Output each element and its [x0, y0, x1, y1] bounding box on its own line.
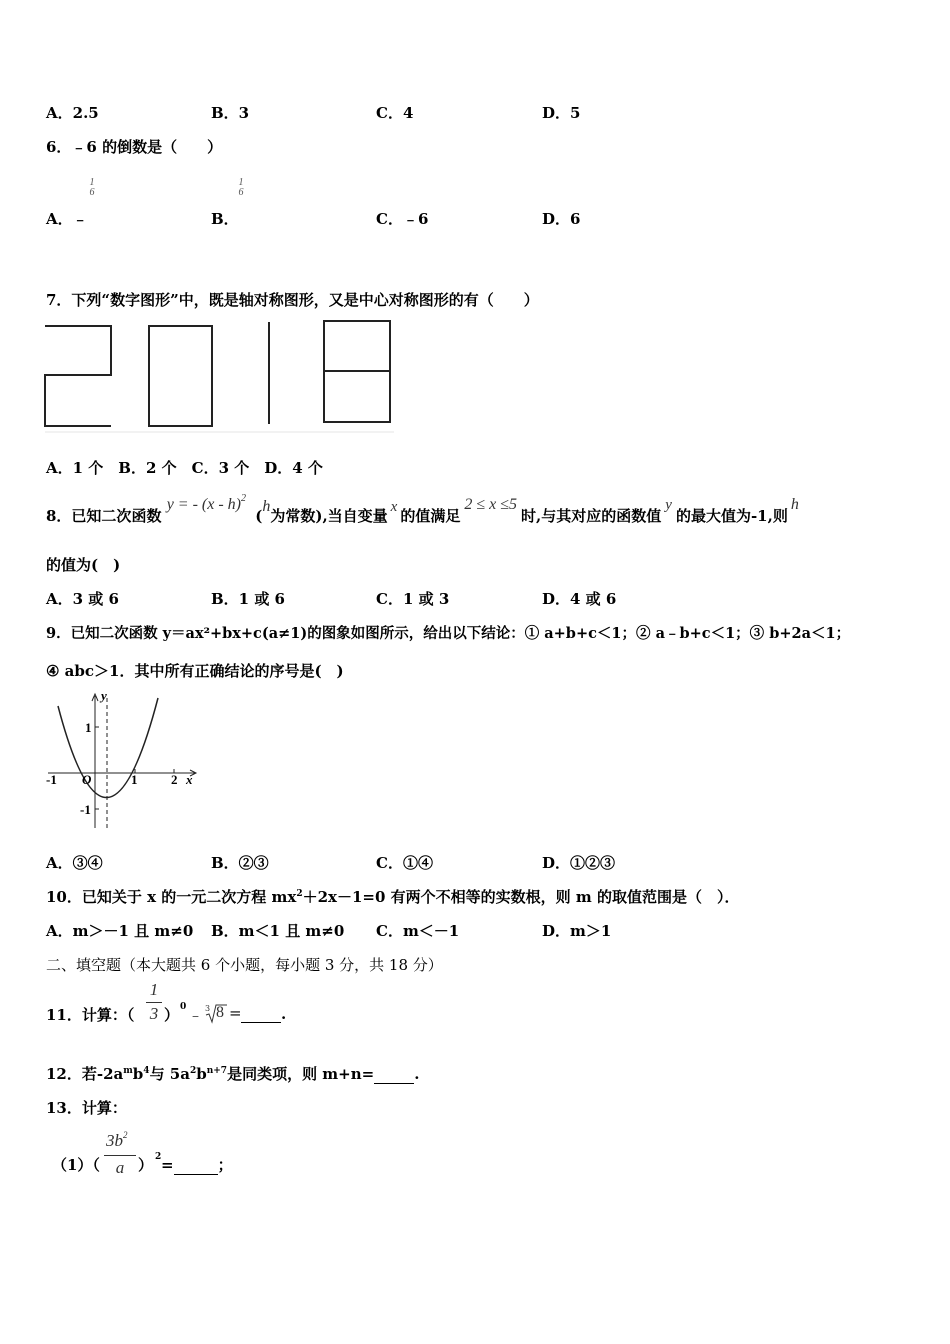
q8-formula: y = - (x - h): [166, 496, 241, 513]
q12-part-a: 12．若-2a: [46, 1065, 124, 1083]
q11-eq: =: [229, 1004, 242, 1022]
q13-frac-num-sup: 2: [123, 1130, 128, 1140]
q9-line1: 9．已知二次函数 y＝ax²+bx+c(a≠1)的图象如图所示，给出以下结论：① a+b+c＜1；② a﹣b+c＜1；③ b+2a＜1；: [46, 625, 851, 642]
q6-b-frac-den: 6: [238, 187, 244, 198]
graph-x-label: x: [186, 772, 193, 787]
q7-stem: 7．下列“数字图形”中，既是轴对称图形，又是中心对称图形的有（ ）: [46, 291, 539, 309]
q12-part-c: 与 5a: [149, 1065, 190, 1083]
q11-frac-den: 3: [149, 1004, 159, 1023]
graph-tick-y-neg1: -1: [80, 802, 91, 817]
q11-frac-num: 1: [149, 980, 159, 999]
q5-option-a: A．2.5: [46, 104, 99, 122]
q12-sup2: 4: [143, 1066, 150, 1076]
q13-sub1-label: （1）（: [52, 1156, 100, 1174]
q13-frac-bar: [104, 1155, 136, 1156]
q12-sup1: m: [123, 1066, 133, 1076]
q6-a-frac-den: 6: [89, 187, 95, 198]
q8-option-c: C．1 或 3: [376, 590, 450, 608]
digit-0-shape: [149, 326, 212, 426]
q12-part-d: b: [196, 1065, 207, 1083]
graph-tick-x-2: 2: [171, 772, 178, 787]
q8-num: 8．已知二次函数: [46, 507, 162, 525]
q9-line2: ④ abc＞1．其中所有正确结论的序号是( ): [46, 662, 344, 680]
q7-digit-figures: [44, 318, 396, 434]
graph-y-label: y: [101, 688, 107, 703]
digit-2-shape: [45, 326, 111, 426]
q12-end: .: [414, 1065, 420, 1083]
q8-paren: (: [255, 507, 263, 525]
q8-option-d: D．4 或 6: [542, 590, 617, 608]
q12-stem: [46, 1063, 419, 1084]
q13-frac-num: [106, 1131, 128, 1151]
q13-close: ）: [138, 1156, 154, 1174]
q10-option-c: C．m＜－1: [376, 922, 460, 940]
q13-answer-blank[interactable]: [174, 1157, 218, 1175]
q9-option-a: A．③④: [46, 854, 103, 872]
q9-option-d: D．①②③: [542, 854, 616, 872]
q8-text2: 的值满足: [400, 507, 461, 525]
q6-option-d: D．6: [542, 210, 581, 228]
q11-label: 11．计算：（: [46, 1006, 135, 1024]
q13-frac-num-text: 3b: [106, 1131, 123, 1150]
q13-eq: =: [161, 1156, 174, 1174]
graph-tick-x-1: 1: [131, 772, 138, 787]
q12-answer-blank[interactable]: [374, 1066, 414, 1084]
q8-range: 2 ≤ x ≤5: [464, 496, 518, 513]
q8-text4: 的最大值为-1,则: [675, 507, 788, 525]
q9-parabola-graph: [40, 688, 205, 833]
q10-option-d: D．m＞1: [542, 922, 612, 940]
q11-answer-blank[interactable]: [241, 1004, 281, 1023]
q10-stem-sup: 2: [296, 889, 303, 899]
q6-a-frac-num: 1: [89, 177, 95, 188]
q8-text1: 为常数),当自变量: [270, 507, 388, 525]
q6-b-frac-num: 1: [238, 177, 244, 188]
q10-stem-a: 10．已知关于 x 的一元二次方程 mx: [46, 888, 297, 906]
q12-part-b: b: [132, 1065, 144, 1083]
q11-answer[interactable]: [241, 1004, 286, 1023]
q6-b-fraction: [236, 178, 246, 198]
q10-option-a: A．m＞－1 且 m≠0: [46, 922, 194, 940]
q8-line2: 的值为( ): [46, 556, 121, 574]
q5-option-c: C．4: [376, 104, 414, 122]
q5-option-b: B．3: [211, 104, 250, 122]
q10-stem-b: ＋2x－1=0 有两个不相等的实数根，则 m 的取值范围是（ ）．: [302, 888, 740, 906]
q11-radicand: 8: [216, 1004, 224, 1021]
graph-tick-y-1: 1: [85, 720, 92, 735]
section2-title: 二、填空题（本大题共 6 个小题，每小题 3 分，共 18 分）: [46, 956, 443, 974]
graph-origin-label: O: [82, 772, 92, 787]
q8-h: h: [262, 498, 271, 515]
q5-option-d: D．5: [542, 104, 581, 122]
q8-y: y: [665, 497, 672, 513]
q11-close: ）: [164, 1006, 180, 1024]
q11-exp: 0: [180, 1002, 187, 1012]
graph-tick-x-neg1: -1: [46, 772, 57, 787]
q10-option-b: B．m＜1 且 m≠0: [211, 922, 345, 940]
q8-formula-square: 2: [241, 493, 246, 504]
parabola-curve: [58, 698, 158, 798]
q6-option-c: C．﹣6: [376, 210, 429, 228]
q12-sup3: 2: [189, 1066, 197, 1076]
q11-end: .: [281, 1005, 287, 1023]
q13-frac-den: a: [115, 1158, 125, 1177]
q9-option-b: B．②③: [211, 854, 269, 872]
q11-minus: ﹣: [188, 1006, 204, 1024]
q6-option-b: B．: [211, 210, 239, 228]
q13-answer[interactable]: [161, 1154, 233, 1175]
q10-stem: [46, 886, 739, 907]
q8-h-end: h: [790, 496, 799, 513]
q13-exp: 2: [155, 1152, 162, 1162]
q8-option-b: B．1 或 6: [211, 590, 285, 608]
q8-x: x: [390, 499, 398, 515]
q13-end: ；: [217, 1156, 233, 1174]
q6-a-fraction: [87, 178, 97, 198]
q12-sup4: n+7: [206, 1066, 228, 1076]
q7-options: A．1 个 B．2 个 C．3 个 D．4 个: [46, 459, 323, 477]
q6-stem: 6．﹣6 的倒数是（ ）: [46, 138, 223, 156]
q9-option-c: C．①④: [376, 854, 433, 872]
q8-line1: [46, 495, 799, 535]
q8-text3: 时,与其对应的函数值: [521, 507, 662, 525]
q12-part-e: 是同类项，则 m+n=: [227, 1065, 375, 1083]
q6-option-a: A．﹣: [46, 210, 88, 228]
q13-stem: 13．计算：: [46, 1099, 127, 1117]
q11-root-index: 3: [205, 1004, 211, 1013]
q11-frac-bar: [146, 1002, 162, 1003]
q8-option-a: A．3 或 6: [46, 590, 119, 608]
